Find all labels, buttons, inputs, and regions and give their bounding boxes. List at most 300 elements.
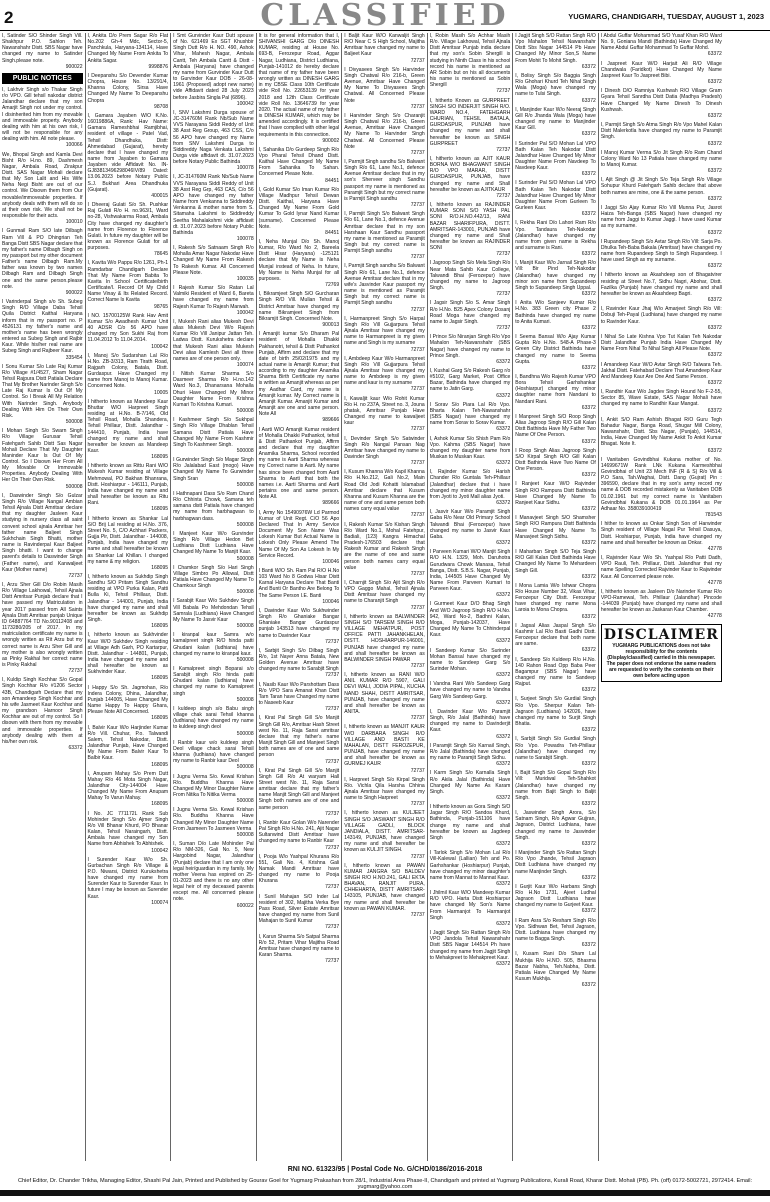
classified-ad <box>515 141 596 178</box>
ad-text: I, Sarbjit Singh S/o Dilbag Singh R/o, 1st Nayer Anna Batala, New Golden Avenue Amritsar have changed my name to Sarabjit Singh <box>258 647 340 673</box>
classified-ad <box>2 299 83 361</box>
ad-text: I, Charnjit Singh S/o Ajit Singh R/o VPO Gaggo Mahal, Tehsil Ajnala Distt Amritsar have changed my name to Charanjit Singh <box>344 579 425 605</box>
ad-text: I, Rakesh S/o Satnaam Singh R/o Mohalla Amar Nagar Nakodar Have Changed My Name From Rakesh To Rakesh Kumar. All Concerned Please Note. <box>173 245 254 276</box>
classified-ad <box>515 334 596 371</box>
ad-text: I Gurjit Kaur W/o Harbans Singh R/o H.No 1731, Ajeet Ludhal Jagraon Distt Ludhiana have changed my name to Gurjeet Kaur. <box>515 883 596 909</box>
classified-ad <box>173 598 254 629</box>
ad-code: 63372 <box>496 881 511 887</box>
ad-text: I, Parmjit Singh sandhu S/o Balwant Singh R/o 61, Lane No.1, defence Avenue Amritsar declare that in my wife's Jasvinder Kaur passport my name is mentioned as Paramjit Singh but my correct name is Parmjit Singh sandhu <box>344 263 425 307</box>
classified-ad <box>515 33 596 70</box>
ad-code: 168095 <box>151 564 169 571</box>
ad-text: I, Ashok Kumar S/o Shish Pam R/o Vpo. Kahma (SBS Nagar) have changed my daughter name from Muskan to Muskan Kaur. <box>429 435 511 460</box>
ad-code: 72737 <box>410 202 425 209</box>
classified-ad <box>173 807 254 838</box>
ad-text: I Smt Gurvinder Kaur Dutt spouse of No. 621469 Ex SGT Khushbir Singh Dutt R/o H. NO. 490, Ashok Vihar, Mahesh Nagar, Ambala Cantt, Teh Ambala Cantt & Distt - Ambala (Haryana) have changed my name from Gurvinder Kaur Dutt to Gurvinder Kaur DOB - 26-08-1961 (Proposed) adopt new name) vide Affidavit dated 28 July 2023 before Jasbira Singla Pal (6896). <box>173 33 254 101</box>
footer-color-bar <box>0 1190 770 1196</box>
ad-text: I, Gold Kumar S/o Iman Kumar R/o Village Madhpur Tehsil Dewan Distt. Kaithal, Haryana Have Changed My Name From Gold Kumar To Gold Iynar Nand Kumar (surname). Concerned Please Note. <box>258 186 340 230</box>
ad-code: 78645 <box>154 251 169 258</box>
ad-code: 72737 <box>325 844 340 851</box>
classified-ad <box>515 414 596 445</box>
ad-text: I, Bajit Singh S/o Gopal Singh R/o Vill: Muridwal Teh-Shahkot (Jalandhar) have changed my name from Bajit Singh to Baljit Singh. <box>515 770 596 801</box>
ad-text: I Rajesh Kumar S/o Ratan Lal Valmiki Resident of Ward 6, Bareta have changed my name from Rajesh Kumar To Rajesh Marwah. <box>173 285 254 310</box>
ad-code: 63372 <box>496 460 511 467</box>
ad-code: 63372 <box>581 687 596 694</box>
ad-text: I, Suman D/o Late Mohinder Pal R/o NM-326, Gali No. 5, New Hargobind Nagar, Jalandhar (Punjab) declare that I am only one legal heir/guardian in my family. My mother Veena has expired on 25-01-2023 and there is no any other legal heir of my deceased parents except me. All concerned please note. <box>173 841 254 903</box>
ad-code: 63372 <box>496 540 511 547</box>
classified-ad <box>88 516 169 571</box>
classified-ad <box>430 890 511 927</box>
ad-code: 63372 <box>581 291 596 298</box>
ad-code: 72737 <box>410 57 425 64</box>
classified-ad <box>344 810 425 859</box>
ad-code: 63372 <box>707 195 722 202</box>
ad-code: 100074 <box>151 899 169 906</box>
ad-text: I, Lakhvir Singh s/o Thakar Singh r/o VPO. Gill tehsil nakodar district Jalandhar declare that my son Amarjit Singh not under my control. I disinherited him from my movable and immovable property. Anybody dealing with him at his own risk, I will not be responsible for any dealing with him. All note please. <box>2 86 83 143</box>
classified-ad <box>2 228 83 296</box>
ad-code: 72737 <box>325 758 340 765</box>
ad-text: I, Kusum Khanna W/o Kapil Khanna R/o H.No.212, Gali No.2, Main Road Old Jodi Kohatti Islamabad Amritsar declare that Kusum Khanna and Kusum Khanna are the name of one and same person both names carry equal value <box>344 469 425 513</box>
ad-code: 72737 <box>410 715 425 722</box>
classified-ad <box>2 364 83 426</box>
ad-code: 63372 <box>707 297 722 304</box>
ad-text: I, Manjinder Kaur W/o Neeraj Singh Gill R/o Jhanda Wala (Moga) have changed my name to Manjinder Kaur Gill. <box>515 106 596 132</box>
ad-text: I hitherto known as Shankar Lal S/O Brij Lal residing at H.No. 376, Street No. 5, C/O Achhari Packers, Gujja Pir, Distt. Jalandhar - 144008, Punjab, India have changed my name and shall hereafter be known as Shankar Lal Khillan. I changed my name & my religion. <box>87 515 169 565</box>
ad-code: 781543 <box>704 512 722 519</box>
ad-code: 72737 <box>410 306 425 313</box>
ad-text: I, Robin Masih S/o Achhar Masih R/o. Village Lakhowal, Tehsil Ajnala Distt Amritsar Punjab india declare that my son's Sobin Shergill is studying in Ninth Class in his school record his name is mentioned as AR Sobin but on his all documents his name is mentioned as Sobin Shergill <box>429 33 511 89</box>
ad-text: I, Kavita W/o Pappu R/o 1261, Ph-1 Ramdarbar Chandigarh Declare That My Name From Babita To Kavita In School Certificate/birth Certificate/I. Record Of My Child Name Vinay & Its Related Record. Correct Name Is Kavita <box>87 260 169 304</box>
ad-code: 42778 <box>707 545 722 552</box>
footer-rni: RNI NO. 61323/95 | Postal Code No. G/CHD/0186/2016-2018 <box>287 1166 483 1173</box>
ad-code: 63372 <box>68 745 83 752</box>
disclaimer-box <box>601 624 722 682</box>
ad-text: I Surender Kaur W/o Sh. Gurbachan Singh R/o Village & P.O. Niwarsi, District Kurukshetra have changed my name from Surender Kaur to Surender Kaur. In future I may be known as Surender Kaur. <box>87 856 169 900</box>
ad-code: 168095 <box>151 623 169 630</box>
classified-ad <box>515 583 596 620</box>
classified-ad <box>259 331 340 423</box>
classified-ad <box>601 334 722 359</box>
ad-code: 63372 <box>581 573 596 580</box>
ad-code: 63372 <box>581 324 596 331</box>
masthead <box>0 0 770 33</box>
ad-text: I Kashmeer Singh S/o Sukhpal Singh R/o Village Dhablan Tehsil Samana Distt Patiala Have Changed My Name From Kashmir Singh To Kashmeer Singh. <box>173 417 254 448</box>
ad-code: 72737 <box>410 570 425 577</box>
ad-code: 72737 <box>410 767 425 774</box>
ad-code: 100035 <box>236 275 254 282</box>
classified-ad <box>515 884 596 915</box>
ad-text: I, Manjit Kaur W/o Jarnail Singh R/o Vill: Bir Pind Teh-Nakodar (Jalandhar) have changed my minor son name from Supandeep Singh to Supandeep Singh Uppal. <box>515 260 596 291</box>
ad-text: I, Karun Sharma S/o Satpal Sharma R/o 52, Pritam Vihar Majitha Road Amritsar have changed my name to Karan Sharma. <box>258 933 340 959</box>
ad-code: 100046 <box>322 598 340 605</box>
ad-text: I, Arzu Sher Gill D/o Robin Masih R/o Village Lakhowal, Tehsil Ajnala Distt Amritsar Punjab declare that I have passed my Matriculation in year 2017 passed from All Saints Ajnala Distt Amritsar punjab Unique ID 64887764 TD No.90112408 and 1173280/205 of 2017. In my matriculation certificate my name is wrongly written as Rit Arzu but my correct name is Arzu Sher Gill and my mother is also wrongly written as Pinky Rakhal her correct name is Pinky Rakhal <box>2 581 83 668</box>
ad-code: 72737 <box>410 801 425 808</box>
ad-text: I Manjeet Kaur W/o Gurvinder Singh R/o Village Hedon Bet Ludhiana Distt Ludhiana Have Changed My Name To Manjit Kaur. <box>173 530 254 556</box>
classified-ad <box>601 457 722 519</box>
ad-text: I, Davinder Kaur W/o Paramjit Singh, R/o Jalal (Bathinda) have changed my name to Davinderjit Kaur. <box>429 708 511 734</box>
ad-text: I, Kawaljit kaur W/o Rohit Kumar R/o H. no 237A, Street no. 3, Jouna phatak, Amritsar Punjab Have Changed my name to kawaljeet kaur <box>344 395 425 427</box>
ad-text: I, hitherto known as BALWINDER SINGH S/O TARSEM SINGH R/O VILLAGE MEHATPUR, POST OFFICE PATTI JAHANKHELAN, DISTT. HOSHIARPUR-146001, PUNJAB have changed my name and shall hereafter be known as BALWINDER SINGH PAWAR <box>344 613 425 663</box>
classified-ad <box>515 623 596 654</box>
classified-ad <box>430 469 511 506</box>
ad-text: I, Randhir Kaur W/o Jagdev Singh Hound No F-2-55, Sector 85, Wave Estate, SAS Nagar Mohali have changed my name to Randhir Kaur Mangat. <box>600 389 722 408</box>
ad-text: I, Ambdeep Kaur W/o Harmanpreet Singh R/o Vill Gujjarpura Tehsil Ajnala Amritsar have changed my name to Ambdeep is my given name and kaur is my surname <box>344 355 425 387</box>
ad-code: 63372 <box>496 841 511 848</box>
dateline: YUGMARG, CHANDIGARH, TUESDAY, AUGUST 1, 2023 <box>568 12 764 21</box>
classified-ad <box>430 156 511 199</box>
classified-ad <box>344 33 425 64</box>
ad-code: 500008 <box>236 555 254 562</box>
classified-ad <box>601 150 722 175</box>
ad-text: I Seema Bansal W/o Ajay Kumar Gupta R/o H.No. 548-A Phase-3 Green City District Bathinda have changed my name to Seema Gupta. <box>515 334 596 365</box>
ad-text: I Jugnu Verma S/o. Kewal Krishan R/o. Buddha Khanna Have Changed My Minor Daughter Name From Nitika To Nitika Verma <box>173 773 254 798</box>
classified-ad <box>601 205 722 236</box>
classified-ad <box>601 33 722 58</box>
ad-code: 500008 <box>236 408 254 415</box>
ad-text: I hitherto known as Rittu Rani W/O Mukesh Kumar residing at Village Mehmowal, PO Bakhan Bhanrana, Distt. Hoshiarpur - 146111, Punjab, India have changed my name and shall hereafter be known as Ritu Rani. <box>87 463 169 507</box>
ad-code: 500008 <box>236 448 254 454</box>
ad-text: I, Ajit Singh @ Jit Singh S/o Teja Singh R/o Village Sohupur Khurd Fatehgarh Sahib declare that above both names are mine, one & the same person. <box>600 177 722 196</box>
classified-ad <box>601 589 722 620</box>
classified-ad <box>430 850 511 887</box>
classified-ad <box>344 356 425 393</box>
ad-code: 72737 <box>410 346 425 353</box>
ad-code: 63372 <box>707 407 722 414</box>
ad-text: I Gurwinder Singh S/o Magar Singh R/o Jalalabad East (mogo) Have Changed My Name To Gurwinder Singh Sran <box>173 457 254 482</box>
ad-text: I, Ankit S/O Ram Ashish Bhagat R/O Guru Tegh Bahadur Nagar, Banga Road, Shugar Mill Colony, Nawanshahr, Distt. Sbs Nagar, (Punjab), 144514, India, Have Changed My Name Ankit To Ankit Kumar Bhagat. Note It. <box>600 416 722 448</box>
ad-text: I Jaspreet Kaur W/O Harjait Ali R/O Village Chandwala (Faridkot) Have Changed My Name Jaspreet Kaur To Jaspreet Bibi. <box>600 60 722 79</box>
ad-text: I, Daswinder Singh S/o Gulzar Singh R/o Village Nangal Ambian Tehsil Ajnala Distt Amritsar declare that my daughter Jasleen Kaur studying in nursery class all saint convent school ajnala Amritsar her father name Baljeet Singh Sukhchain Singh Bhatti, mother name is Ravinderpal Kaur Baljeet Singh bhatti. I want to change parent's details to Daswinder Singh (Father name), and Kanwaljeet Kaur (Mother name) <box>2 492 83 573</box>
ad-text: I Manavjeet Singh S/O Shamsher Singh R/O Rampura Distt Bathinda Have Changed My Name To Manavjeet Singh Sidhu. <box>515 515 596 540</box>
ad-code: 63372 <box>496 672 511 679</box>
ad-code: 98708 <box>154 103 169 110</box>
ad-code: 72737 <box>325 672 340 679</box>
ad-text: I Sarabjit Kaur W/o Sukhdev Singh Vill Babala Po Mehdondan Tehsil Samrala (Ludhiana) Have Changed My Name To Jasvir Kaur <box>173 598 254 623</box>
classified-ad <box>259 291 340 328</box>
ad-text: I Manpreet Singh S/O Roop Singh Alias Jagroop Singh R/O Gill Kalan Distt Bathinda Have My Father Two Name Of One Person. <box>515 413 596 439</box>
ad-text: I kiranpal kaur Samra w/o kamalpreet singh R/O hinda patti Ghudani kalan (ludhiana) have changed my name to kiranpal kaur. <box>173 632 254 657</box>
ad-code: 100042 <box>151 343 169 350</box>
ad-text: I, Sahanika D/o Gurdeep Singh R/o Vpo Pharal Tehsil Dhand Distt. Kaithal Have Changed My Name From Sahanika To Sahan. Concerned Please Note. <box>258 146 340 178</box>
classified-ad <box>259 147 340 184</box>
ad-text: I, Kirat Pal Singh Gill S/o Manjit Singh Gill R/o At waryam Hall Street west No. 11, Raja Sansi amritsar declare that my father's name Manjit Singh Gill and Manjeet Singh both names are of one and same person <box>258 767 340 811</box>
classified-ad <box>344 113 425 156</box>
ad-code: 63372 <box>581 908 596 915</box>
ad-code: 500008 <box>65 483 83 490</box>
ad-code: 63372 <box>496 960 511 967</box>
classified-ad <box>601 177 722 202</box>
ad-text: I kuldeep singh s/o Babu singh village chak sarai Tehsil khanna (ludhiana) have changed my name to kuldeep singh deol <box>173 705 254 731</box>
ad-text: I, Parmjit Singh S/o Atma Singh R/o Vpo Mahel Kalan Distt Malerkotla have changed my name to Paramjit Singh. <box>600 122 722 141</box>
ad-code: 63372 <box>581 840 596 847</box>
classified-ad <box>173 841 254 909</box>
ad-text: I Vandna Rani W/o Sandeep Garg have changed my name to Vandna Garg W/o Sandeep Garg. <box>429 681 511 700</box>
ad-code: 168095 <box>151 715 169 722</box>
ad-text: I hitherto known as Gora Singh S/O Jagar Singh R/O Sandoa Khurd, Bathinda, Punjab-151106 have change my name and shall hereafter be known as Jagdeep Singh <box>429 804 511 841</box>
ad-code: 63372 <box>496 426 511 433</box>
public-notices-heading: PUBLIC NOTICES <box>2 73 83 84</box>
classified-ad <box>430 549 511 598</box>
ad-code: 900022 <box>65 289 83 296</box>
classified-ad <box>515 448 596 479</box>
classified-ad <box>173 285 254 316</box>
column-5 <box>342 33 428 1161</box>
classified-ad <box>515 300 596 331</box>
classified-ad <box>259 510 340 565</box>
ad-text: I Sonu Kumar S/o Late Raj Kumar R/o Village #1/4527, Sham Nagar Tehsil Rajpura Distt Patiala Declare That My Brother Narinder Singh S/o Late Raj Kumar Is Out Of My Control. So I Break All My Relation With Narinder Singh. Anybody Dealing With Him On Their Own Risk. <box>2 363 83 419</box>
ad-code: 72737 <box>410 911 425 918</box>
ad-text: I Roop Singh Alias Jagroop Singh S/O Kirpal Singh R/O Gill Kalan Distt Bathinda Have Two Name Of One Person. <box>515 447 596 473</box>
ad-code: 100074 <box>236 361 254 368</box>
ad-text: I Parveen Kumari W/O Manjit Singh R/O H.N. 1329, Moh. Daruhotra Gurudwara Chowk Manasa, Tehsil Banga, Distt. S.B.S. Nagar, Punjab, India, 144505 Have Changed My Name From Parveen Kumari to Parveen Kaur. <box>429 549 511 593</box>
ad-code: 63372 <box>581 472 596 479</box>
ad-code: 72737 <box>325 810 340 817</box>
disclaimer-text: YUGMARG PUBLICATIONS does not take responsibility for the contents (Display/classified) carried in this newspaper. The paper does not endorse the same readers are requested to verify the contents on their own before acting upon <box>606 642 717 679</box>
ad-code: 63372 <box>496 733 511 740</box>
ad-text: I, Bandhna W/o Rajesh Kumar VPO Bora Tehsil Garhshankar (Hoshiarpur) changed my minor daughter name from Nandani to Nandani Rani. <box>515 373 596 405</box>
ad-text: I, Satinder S/O Shinder Singh Vill. Shakhpur P.O. Sahlon Teh. Nawanshahr Distt. SBS Nagar have changed my name to Satinder Singh.please note. <box>2 33 83 64</box>
classified-ad <box>344 672 425 721</box>
ad-code: 900013 <box>322 322 340 329</box>
classified-ad <box>430 648 511 679</box>
ad-text: I Nihal So Late Kishna Vpo Tut Kalan Teh Nakodar Distt Jalandhar Punjab India Have Changed My Name From Nihal To Nihal Singh All Please Note. <box>600 333 722 353</box>
ad-text: I hither to known as Onkar Singh Son of Harwinder Singh resident of Village Nagal Pur Tehsil Dasuya, Distt. Hoshiarpur, Punjab, India have changed my name and shall hereafter be known as Onkar. <box>600 521 722 546</box>
ad-code: 63372 <box>496 500 511 507</box>
classified-ad <box>259 894 340 931</box>
column-6 <box>428 33 514 1161</box>
ad-code: 63372 <box>581 506 596 513</box>
ad-code: 72737 <box>410 663 425 669</box>
ad-text: I, Balvir Kaur W/o Harjinder Kumar R/o Vill. Chuhar, P.o. Talwandi Salem, Tehsil Nakodar, Distt. Jalandhar Punjab, Have Changed My Name From Balvir Kaur To Balbir Kaur. <box>87 724 169 762</box>
classified-ad <box>344 469 425 518</box>
ad-code: 63372 <box>581 251 596 258</box>
footer-imprint: Chief Editor, Dr. Chander Trikha, Managing Editor, Shashi Pal Jain, Printed and Published by Gourav Goel for Yugmarg Prakashan from 28/1, Industrial Area Phase-II, Chandigarh and printed at Yugmarg Publications, Kurali Road, Kharar Distt. Mohali (PB). Ph. (off) 0172-5002721, 2972414. Email: yugmarg@yahoo.com <box>17 1178 753 1190</box>
column-1 <box>0 33 86 1161</box>
classified-ad <box>259 715 340 764</box>
classified-ad <box>259 854 340 891</box>
classified-ad <box>515 374 596 411</box>
ad-text: I Mona Lamia W/o Ishwar Chopra R/o House Number 32, Vikas Vihar, Ferozepur City Distt. Ferozepur have changed my name Mona Laroia to Mona Chopra. <box>515 582 596 614</box>
classified-ad <box>173 371 254 414</box>
ad-code: 63372 <box>496 920 511 927</box>
classified-ad <box>430 601 511 644</box>
ad-text: I Jagsal Alias Jaspal Singh S/o Kashmir Lal R/o Basti Gadhi Distt. Ferozepur declare that both name are same. <box>515 622 596 648</box>
ad-text: I Nitish Kumar Sharma S/o Dasmeer Sharma R/o H.no.142 Ward No.3, Dhanarsana Mohalla Dhuri Have Changed My Minor Daughter Name From Krishna Kumari To Krishna Kumari. <box>173 371 254 408</box>
ad-code: 63372 <box>707 447 722 454</box>
classified-ad <box>515 951 596 988</box>
classified-ad <box>344 614 425 669</box>
ad-text: I, Davinder Kaur W/o Sukhwinder Singh R/o Ghaniake Bangar Ghaniake Bangar Gurdaspur punjab 143513 have changed my name to Davinder Kaur <box>258 607 340 639</box>
ad-text: I, Rajvinder Kaur W/o Sh. Yashpal R/o Patti Dadh, VPO Rauli, Teh. Phillaur, Distt. Jalandhar that my name Spelling Corrected Rajvinder Kaur to Rajwinder Kaur. All Concerned please note. <box>600 555 722 580</box>
ad-code: 63372 <box>581 63 596 70</box>
classified-ad <box>259 187 340 236</box>
ad-code: 72737 <box>410 853 425 860</box>
ad-text: I hitherto known as Akashdeep son of Bhagatvirer residing at Street No.7, Sidhu Nagri, Abohar, Distt. Fazilka (Punjab) have changed my name and shall hereafter be known as Akashdeep Bagri. <box>600 272 722 297</box>
ad-text: I, Jasvir Kaur W/o Paramjit Singh Gaba R/o Near Old Primary School Talwandi Bhai (Ferozepur) have changed my name to Jasvir Kaur Gaba. <box>429 509 511 540</box>
classified-ad <box>173 706 254 737</box>
ad-text: I Dheeraj Gulati S/o Sh. Pushkar Raj Gulati R/o H. no.963/1, Ward no-28, Vishwakarma Road, Ambala City have changed my daughter's name from Florence to Florence Gulati. In future my daughter will be known as Florence Gulati for all purposes. <box>87 202 169 252</box>
ad-text: I Sorav S/o Piara Lal R/o Vpo. Bharta Kalan Teh-Nawanshahr (SBS Nagar) have changed my name from Sorav to Sorav Kumar. <box>429 401 511 427</box>
ad-code: 500008 <box>236 589 254 596</box>
ad-text: I, Rajinder Kumar S/o Harish Chander R/o Guntala Teh-Phillaur (Jalandhar) declare that i have changed my minor daughter name from Jyoti to Jyoti Mall alias Jyoti. <box>429 469 511 500</box>
ad-text: I Deepanshu S/o Devender Kumar Chopra, House No. 13/291/4, Khanna Colony, Sirsa Have Changed My Name To Deepanshu Chopra <box>87 72 169 104</box>
ad-code: 168095 <box>151 801 169 808</box>
ad-text: I, hitherto known as Sukhdip Singh Sandhu S/O Pritam Singh Sandhu residing at VPO Purka Kalan, Patti Bulla Ki, Tehsil Phillaur, Distt. Jalandhar - 144001, Punjab, India have changed my name and shall hereafter be known as Sukhdip Singh. <box>87 573 169 624</box>
classified-ad <box>430 300 511 331</box>
classified-columns <box>0 33 770 1161</box>
classified-ad <box>601 306 722 331</box>
page-number: 2 <box>4 8 14 27</box>
ad-text: I, hitherto known as RANI W/O ANIL KUMAR R/O 5907, GALI DEVI WALI, JODIA PIPAL, KUCHA NAND SHAH, DISTT AMRITSAR, PUNJAB, have changed my name and shall hereafter be known as ANITA. <box>344 672 425 716</box>
ad-text: I Banti W/O Sh. Ram Pal R/O H.No 103 Ward No 8 Godwa Hisar Distt Karnal Haryana Declare That Banti And Bunti Or Bantho Are Belong To The Same Person I.E. Banti <box>258 567 340 599</box>
ad-code: 63372 <box>581 727 596 734</box>
classified-ad <box>515 260 596 297</box>
ad-code: 84451 <box>325 229 340 236</box>
classified-ad <box>88 313 169 350</box>
column-2 <box>86 33 172 1161</box>
classified-ad <box>344 724 425 773</box>
classified-ad <box>601 389 722 414</box>
classified-ad <box>430 334 511 365</box>
ad-text: I, Mukesh Rani alias Mukesh Devi alias Mukesh Devi W/o Rajesh Kumar R/o Vill Janipur Jattan Teh. Ladwa Distt. Kurukshetra declare that Mukesh Rani alias Mukesh Devi alias Kamlesh Devi all three names are of one person only. <box>173 318 254 362</box>
classified-ad <box>430 743 511 768</box>
ad-text: I Prince S/o Niranjan Singh R/o Vpo Mahalon Teh-Nawanshahr (SBS Nagar) have changed my name to Prince Singh. <box>429 334 511 359</box>
ad-text: I, Sandeep S/o Kuldeep R/o H.No. 140 Rahon Road Opp Baba Peer Bagampur (SBS Nagar) have changed my name to Sandeep Rajput. <box>515 656 596 688</box>
ad-code: 100042 <box>236 309 254 316</box>
ad-text: I, Kushal Garg S/o Rakesh Garg r/o #5102, Garg Market, Post Office Bazar, Bathinda have changed my name to Jatin Garg. <box>429 367 511 393</box>
ad-text: I, Surjeet Singh S/o Gurdial Singh R/o Vpo. Sherpur Kalan Teh-Jagraon (Ludhiana) 142026, have changed my name to Surjit Singh Bhatia. <box>515 696 596 728</box>
classified-ad <box>259 768 340 817</box>
ad-text: I Kamalpreet singh Boparai s/o Sarabjit singh R/o hinda patti Ghudani kalan (ludhiana) have changed my name to Kamalpreet singh <box>173 666 254 697</box>
ad-text: I, hitherto known as RAJINDER KUMAR SONI S/O YASH PAL SONI R/O.H.NO.442/13, RANI BAZAR SHARIFPURA, DISTT. AMRITSAR-143001, PUNJAB have changed my name and Shall hereafter be known as RAJINDER SONI <box>429 202 511 252</box>
ad-text: I Divyasees Singh S/o Harvinder Singh Chatwal R/o 216-b, Green Avenue, Amritsar Have Changed My Name To Divyasees Singh Chatwal. All Concerned Please Note <box>344 66 425 104</box>
ad-text: I, Army No 15490976W Ld Parmod Kumar of Unit Regt. C/O 56 Apo Declared That In Army Service Document My Son Name Was Lokesh Kumar But Actual Name is Lokesh Only Please Amend The Name Of My Son As Lokesh In My Service Record. <box>258 509 340 559</box>
classified-ad <box>259 934 340 965</box>
section-title: CLASSIFIED <box>260 0 510 33</box>
ad-code: 335454 <box>65 354 83 361</box>
classified-ad <box>88 857 169 906</box>
ad-code: 400015 <box>151 192 169 199</box>
ad-code: 42778 <box>707 613 722 620</box>
classified-ad <box>173 174 254 242</box>
ad-code: 63372 <box>496 638 511 645</box>
ad-text: I Jaggi S/o Ajay Kumar R/o Vill Munna Pur, Jasrot Haiza Teh-Banga (SBS Nagar) have changed my name from Jaggi to Kumar Jaggi. I have used Kumar as my surname. <box>600 204 722 230</box>
ad-text: I Anita W/o Sanjeev Kumar R/o H.No. 383 Green city Phase 2 Bathinda have changed my name to Anita Kumari. <box>515 300 596 325</box>
classified-ad <box>259 568 340 605</box>
ad-code: 900002 <box>322 137 340 144</box>
ad-code: 63372 <box>581 613 596 620</box>
ad-code: 500008 <box>236 481 254 488</box>
ad-text: I Gurmeet Kaur D/O Bhag Singh And W/O Jagroop Singh R/O H.No. 942, Ward No-2, Badhni Kalan, Moga, Punjab-142037, Have Changed My Name To Chhinderpal Kaur. <box>429 601 511 639</box>
ad-text: I Abdul Guffar Mohammad S/O Yusaf Khan R/O Ward No. 9, Goniana Mandi (Bathinda) Have Changed My Name Abdul Guffar Mohammad To Guffar Mohd. <box>600 33 722 52</box>
ad-text: I, Harpreet Singh S/o Kirpal Singh R/o. Vichla Qila Harsha Chhina Ajnala Amritsar have changed my name to Singh Harpreet <box>344 776 425 802</box>
ad-text: I Jagsir Singh S/o S. Amar Singh R/o H.No. B25 Apex Colony Dosanj Road Moga have changed my name to Jagsir Singh. <box>429 300 511 325</box>
ad-code: 989666 <box>322 500 340 507</box>
ad-code: 168095 <box>151 761 169 768</box>
classified-ad <box>259 820 340 851</box>
ad-code: 100010 <box>65 219 83 226</box>
classified-ad <box>601 555 722 586</box>
classified-ad <box>173 457 254 488</box>
ad-code: 500008 <box>236 798 254 805</box>
ad-code: 63372 <box>581 761 596 768</box>
ad-text: I, Nasib Kaur W/o Parshottam Dass R/o VPO Sara Amanat Khan Distt Tarn Taran have Changed my name to Naseeb Kaur <box>258 681 340 707</box>
ad-text: I Harvinder Singh S/o Charanjit Singh Chatwal R/o 216-b, Green Avenue, Amritsar Have Changed My Name To Harvinder Singh Chatwal. All Concerned Please Note <box>344 112 425 150</box>
ad-code: 72737 <box>325 884 340 891</box>
ad-code: 72737 <box>325 706 340 713</box>
ad-code: 600022 <box>236 902 254 909</box>
classified-ad <box>601 362 722 387</box>
classified-ad <box>430 709 511 740</box>
ad-code: 168095 <box>151 506 169 513</box>
ad-code: 500008 <box>236 730 254 737</box>
ad-code: 63372 <box>581 97 596 104</box>
ad-text: I, hitherto known as KULJEET SINGH S/O JASWANT SINGH R/O VILLAGE GADLI, BLOCK JANDIALA, DISTT. AMRITSAR-143149, PUNJAB, have changed my name and shall hereafter be known as KULJIT SINGH. <box>344 810 425 854</box>
classified-ad <box>515 73 596 104</box>
ad-text: I, hitherto known as Jasleen D/o Narinder Kumar R/o VPO-Ramewal, Teh. Phillaur (Jalandhar) Pincode -144039 (Punjab) have changed my name and shall hereafter be known as Jaskaran Kaur Chamber. <box>600 588 722 614</box>
classified-ad <box>344 522 425 577</box>
column-4 <box>257 33 343 1161</box>
ad-text: I Sunil Mahajan S/O Inder Lal resident of 302, Majitha Verka Bye Pass Road, Silver Estate Amritsar have changed my name from Sunil Mahajan to Sunil Kumar <box>258 893 340 925</box>
classified-ad <box>259 239 340 288</box>
classified-ad <box>88 574 169 629</box>
classified-ad <box>88 771 169 808</box>
classified-ad <box>430 33 511 95</box>
classified-ad <box>88 811 169 854</box>
ad-code: 63372 <box>707 112 722 119</box>
ad-code: 72737 <box>410 149 425 156</box>
classified-ad <box>430 770 511 801</box>
ad-text: It is for general information that I, SHIVANSHI GARG D/o DINESH KUMAR, residing at House No. 693-B, Ferozepur Road, Aggar Nagar, Ludhiana, District Ludhiana, Punjab-141012 do hereby declare that name of my father have been wrongly written as DINESH GARG in my CBSE Class 10th Certificate vide Roll No. 22653139 for year 2018 and 12th Class Certificate vide Roll No. 13646739 for year 2020. The actual name of my father is DINESH KUMAR, which may be amended accordingly. It is certified that I have complied with other legal requirements in this connection. <box>258 33 340 138</box>
classified-ad <box>430 402 511 433</box>
ad-text: I Paramjit Singh S/o Karnail Singh, R/o Jalal (Bathinda) have changed my name to Paramjit Singh Sidhu. <box>429 742 511 762</box>
ad-code: 63372 <box>581 211 596 218</box>
classified-ad <box>88 685 169 722</box>
classified-ad <box>515 770 596 807</box>
classified-ad <box>515 515 596 546</box>
classified-ad <box>2 677 83 751</box>
ad-text: I, Bikramjeet Singh S/O Gurcharan Singh R/O Vill. Mullan Tehsil & District Amritsar have changed my name Bikramjeet Singh from Bikramjit Singh. Concerned Note. <box>258 291 340 322</box>
ad-text: I, Kuldip Singh Kochhar S/o Gopal Singh Kochhar R/o #1206 Sector 43B, Chandigarh Declare that my son Amandeep Singh Kochhar and his wife Jasmeet Kaur Kochhar and my grandson Harnoor Singh Kochhar are out of my control. So I disown with them from my movable and immovable properties. If anybody dealing with them at his/her own risk. <box>2 677 83 745</box>
classified-ad <box>88 33 169 70</box>
ad-code: 10005 <box>154 389 169 396</box>
ad-code: 989666 <box>322 417 340 424</box>
ad-text: I Manjinder Singh S/o Rattan Singh R/o Vpo Jhande, Tehsil Jagraon Distt Ludhiana have changed my name Manjinder Singh. <box>515 850 596 875</box>
classified-ad <box>515 810 596 847</box>
ad-text: I, Ranbir Kaur Golan W/o Narender Pal Singh R/o H.No. 241, Ajit Nagar Sultanwind Distt Amritsar have changed my name to Ranbir Kaur <box>258 819 340 845</box>
ad-text: I Mohan Singh S/o Swarn Singh R/o Village Gurusar Tehsil Fatehgarh Sahib Distt Sas Nagar Mohali Declare That My Daughter Maninder Kaur Is Out Of My Control. So I Disown Her From All My Movable Or Immovable Properties. Anybody Dealing With Her On Their Own Risk. <box>2 428 83 484</box>
classified-ad <box>515 696 596 733</box>
classified-ad <box>515 180 596 217</box>
ad-code: 500008 <box>236 623 254 630</box>
ad-text: We, Bhopal Singh and Kamla Devi Bisht R/o H.no. 89, Dashmesh Nagar, Ambala Road, Zirakpur Distt. SAS Nagar Mohali declare that My Son Lalit and His Wife Neha Negi Bisht are out of our control. We Disown them from Our movable/immoveable properties. If anybody deals with them will do so at their own risk. We shall not be responsible for their acts. <box>2 151 83 220</box>
ad-code: 63372 <box>496 358 511 365</box>
ad-code: 100046 <box>322 558 340 565</box>
ad-code: 900022 <box>65 63 83 70</box>
ad-code: 500008 <box>65 419 83 426</box>
classified-ad <box>88 113 169 199</box>
ad-code: 63372 <box>581 982 596 989</box>
ad-code: 63372 <box>707 51 722 58</box>
ad-code: 72737 <box>410 460 425 467</box>
classified-ad <box>344 67 425 110</box>
classified-ad <box>173 33 254 107</box>
classified-ad <box>601 417 722 454</box>
ad-code: 500008 <box>236 521 254 528</box>
ad-code: 168095 <box>151 675 169 682</box>
classified-ad <box>259 682 340 713</box>
ad-code: 63372 <box>581 942 596 949</box>
ad-code: 500008 <box>236 831 254 838</box>
